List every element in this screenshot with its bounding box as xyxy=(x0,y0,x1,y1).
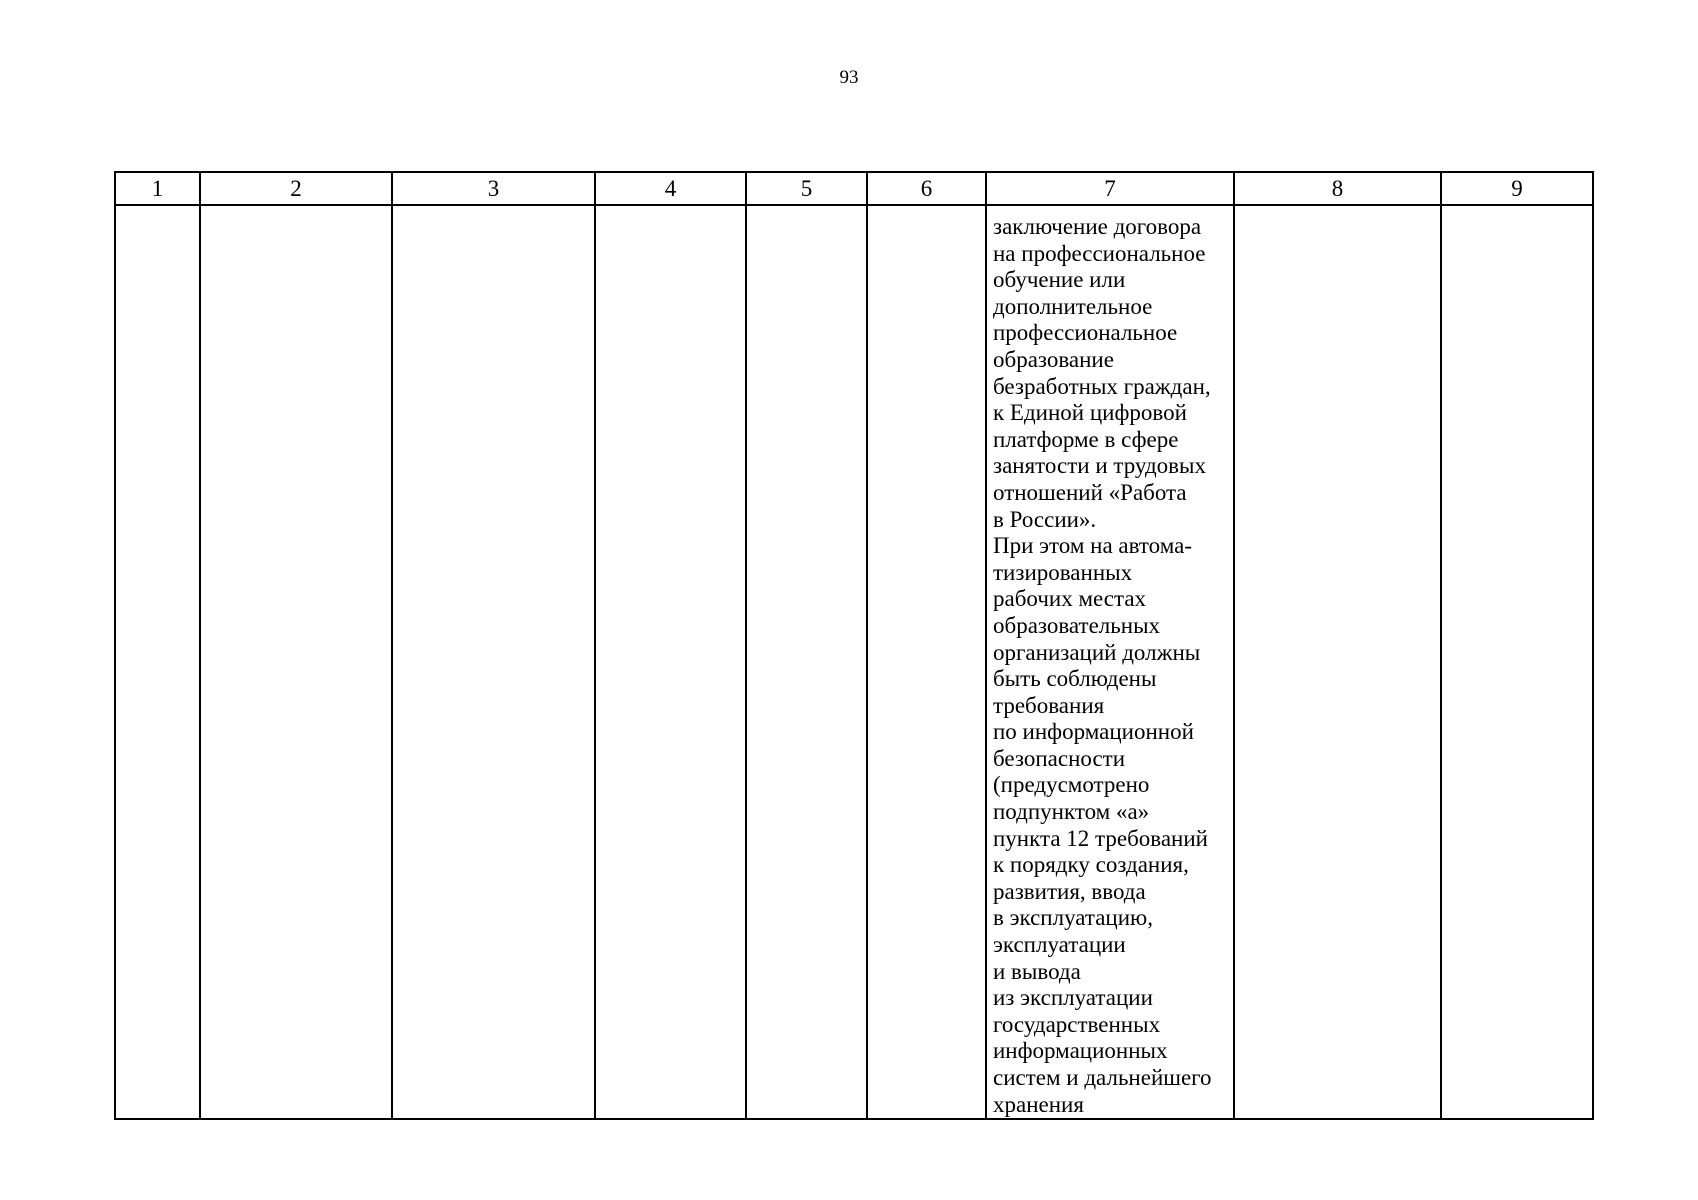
cell-text-line: отношений «Работа xyxy=(993,479,1187,505)
cell-text-line: образование xyxy=(993,346,1114,372)
table-row xyxy=(115,205,1593,1119)
cell-text-line: организаций должны xyxy=(993,639,1201,665)
column-header-4: 4 xyxy=(595,172,746,205)
column-header-2: 2 xyxy=(200,172,392,205)
cell-text-line: развития, ввода xyxy=(993,878,1146,904)
cell-text-line: хранения xyxy=(993,1091,1084,1117)
table-cell-col-5 xyxy=(746,205,867,1119)
cell-text-line: по информационной xyxy=(993,719,1194,745)
cell-text-line: и вывода xyxy=(993,958,1081,984)
cell-text-line: дополнительное xyxy=(993,293,1153,319)
cell-text-line: безработных граждан, xyxy=(993,373,1211,399)
table-cell-col-1 xyxy=(115,205,200,1119)
cell-text-line: систем и дальнейшего xyxy=(993,1065,1212,1090)
cell-text-line: эксплуатации xyxy=(993,932,1126,958)
cell-text-line: занятости и трудовых xyxy=(993,453,1206,479)
column-header-3: 3 xyxy=(392,172,595,205)
cell-text-line: подпунктом «а» xyxy=(993,799,1150,825)
cell-text-line: платформе в сфере xyxy=(993,426,1179,452)
cell-text-col-7 xyxy=(987,206,1233,1118)
table-cell-col-2 xyxy=(200,205,392,1119)
table-cell-col-4 xyxy=(595,205,746,1119)
cell-text-line: заключение договора xyxy=(993,214,1202,239)
cell-text-line: на профессиональное xyxy=(993,240,1206,266)
cell-text-line: обучение или xyxy=(993,267,1126,293)
table-header-row xyxy=(115,172,1593,205)
cell-text-line: При этом на автома- xyxy=(993,533,1192,559)
cell-text-line: государственных xyxy=(993,1011,1161,1037)
table-cell-col-6 xyxy=(867,205,986,1119)
column-header-5: 5 xyxy=(746,172,867,205)
cell-text-line: в России». xyxy=(993,506,1097,532)
cell-text-line: безопасности xyxy=(993,745,1126,771)
column-header-8: 8 xyxy=(1234,172,1441,205)
cell-text-line: требования xyxy=(993,692,1105,718)
cell-text-line: из эксплуатации xyxy=(993,985,1153,1011)
cell-text-line: (предусмотрено xyxy=(993,772,1150,798)
document-table xyxy=(114,171,1594,1120)
cell-text-line: образовательных xyxy=(993,612,1161,638)
column-header-9: 9 xyxy=(1441,172,1593,205)
cell-text-line: профессиональное xyxy=(993,320,1178,346)
cell-text-line: к порядку создания, xyxy=(993,852,1189,878)
cell-text-line: рабочих местах xyxy=(993,586,1147,612)
table-cell-col-7 xyxy=(986,205,1234,1119)
column-header-1: 1 xyxy=(115,172,200,205)
table-cell-col-3 xyxy=(392,205,595,1119)
cell-text-line: быть соблюдены xyxy=(993,666,1157,692)
cell-text-line: в эксплуатацию, xyxy=(993,905,1153,931)
page-number: 93 xyxy=(839,67,859,88)
column-header-7: 7 xyxy=(986,172,1234,205)
column-header-6: 6 xyxy=(867,172,986,205)
table-cell-col-9 xyxy=(1441,205,1593,1119)
cell-text-line: тизированных xyxy=(993,559,1133,585)
cell-text-line: пункта 12 требований xyxy=(993,825,1208,851)
table-cell-col-8 xyxy=(1234,205,1441,1119)
cell-text-line: к Единой цифровой xyxy=(993,400,1187,426)
cell-text-line: информационных xyxy=(993,1038,1168,1064)
